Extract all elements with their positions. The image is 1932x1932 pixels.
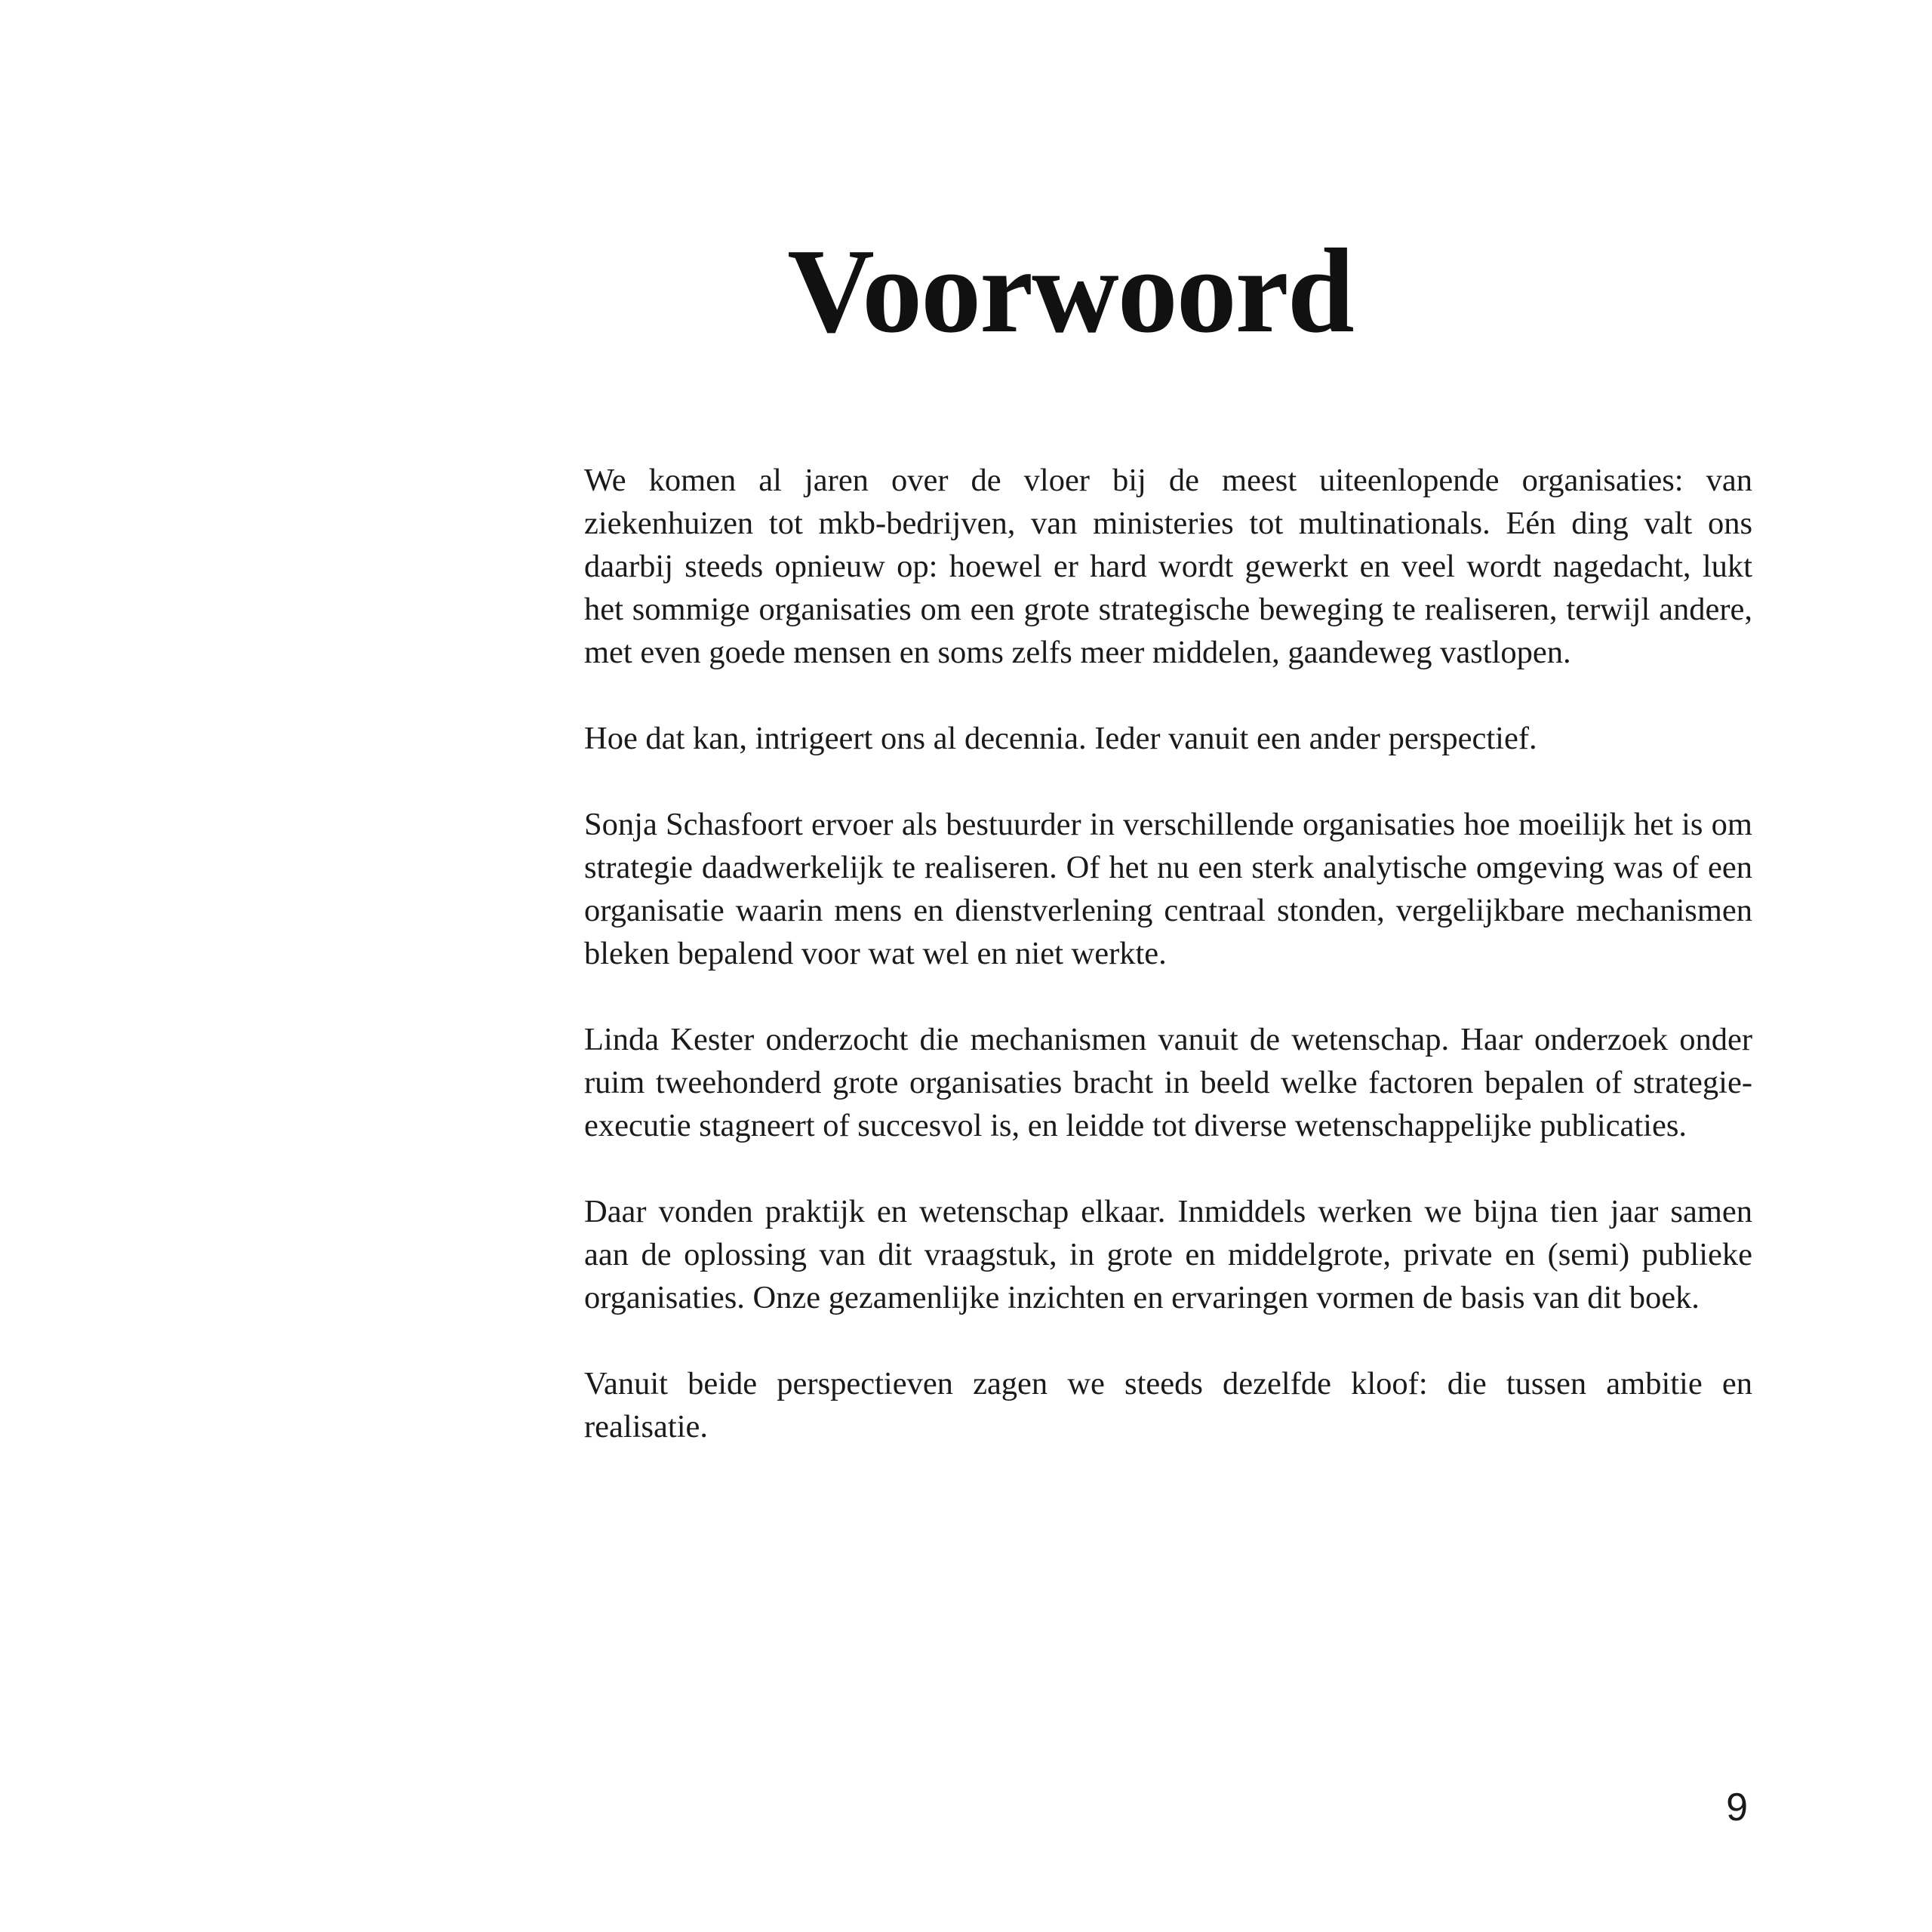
paragraph-5: Daar vonden praktijk en wetenschap elkaar. Inmiddels werken we bijna tien jaar samen aan de oplossing van dit vraagstuk, in grote en middelgrote, private en (semi) publieke organisaties. Onze gezamenlijke inzichten en ervaringen vormen de basis van dit boek. [584, 1194, 1752, 1315]
foreword-body [584, 459, 1752, 1448]
paragraph-1: We komen al jaren over de vloer bij de meest uiteenlopende organisaties: van ziekenhuizen tot mkb-bedrijven, van ministeries tot multinationals. Eén ding valt ons daarbij steeds opnieuw op: hoewel er hard wordt gewerkt en veel wordt nagedacht, lukt het sommige organisaties om een grote strategische beweging te realiseren, terwijl andere, met even goede mensen en soms zelfs meer middelen, gaandeweg vastlopen. [584, 463, 1752, 670]
paragraph-2: Hoe dat kan, intrigeert ons al decennia. Ieder vanuit een ander perspectief. [584, 721, 1537, 756]
paragraph-4: Linda Kester onderzocht die mechanismen vanuit de wetenschap. Haar onderzoek onder ruim tweehonderd grote organisaties bracht in beeld welke factoren bepalen of strategie-executie stagneert of succesvol is, en leidde tot diverse wetenschappelijke publicaties. [584, 1022, 1752, 1143]
paragraph-3: Sonja Schasfoort ervoer als bestuurder in verschillende organisaties hoe moeilijk het is om strategie daadwerkelijk te realiseren. Of het nu een sterk analytische omgeving was of een organisatie waarin mens en dienstverlening centraal stonden, vergelijkbare mechanismen bleken bepalend voor wat wel en niet werkte. [584, 807, 1752, 971]
page-number: 9 [1726, 1786, 1748, 1829]
paragraph-6: Vanuit beide perspectieven zagen we steeds dezelfde kloof: die tussen ambitie en realisatie. [584, 1366, 1752, 1444]
page-title: Voorwoord [787, 223, 1353, 358]
